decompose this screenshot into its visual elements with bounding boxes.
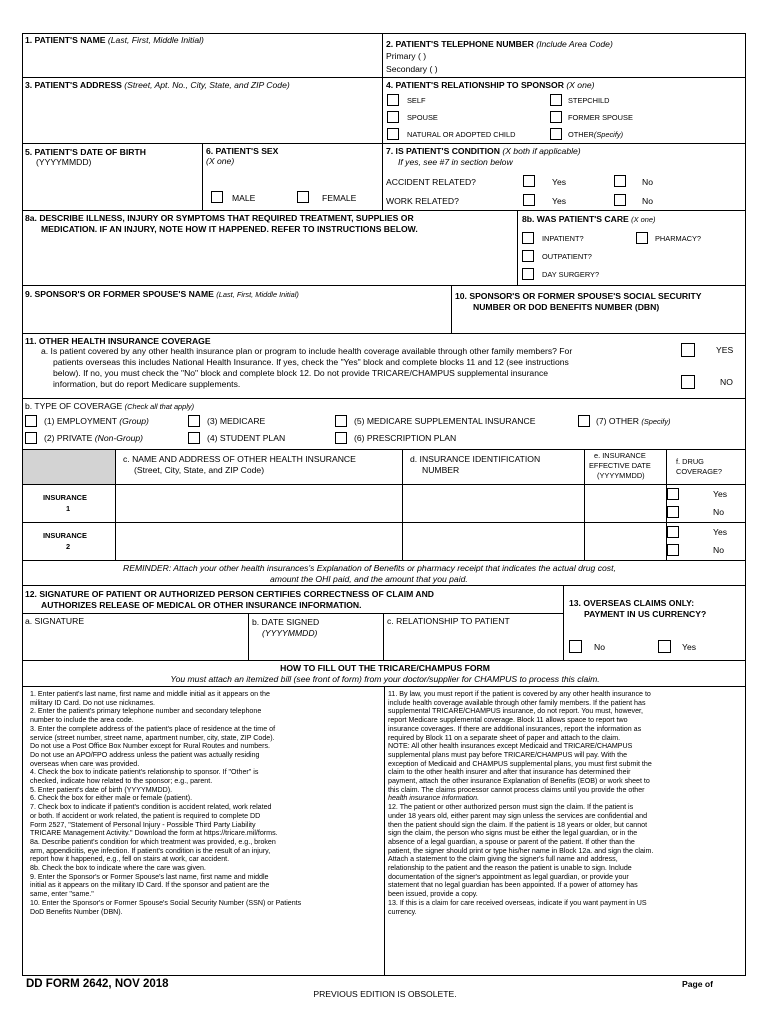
accident-yes-label: Yes bbox=[552, 177, 567, 187]
female-label: FEMALE bbox=[322, 193, 357, 203]
sponsor-ssn-label-line2: NUMBER OR DOD BENEFITS NUMBER (DBN) bbox=[473, 302, 660, 312]
instruction-line: patient, the signer should print or type his/her name in Block 12a. and sign the claim. bbox=[388, 846, 654, 855]
ohi-question-line4: information, but do report Medicare supplements. bbox=[53, 379, 241, 389]
instruction-line: Do not use an APO/FPO address unless the patient was actually residing bbox=[30, 750, 260, 759]
date-signed-hint: (YYYYMMDD) bbox=[262, 628, 318, 638]
instruction-line: 13. If this is a claim for care received overseas, indicate if you want payment in US bbox=[388, 898, 647, 907]
sponsor-name-label: 9. SPONSOR'S OR FORMER SPOUSE'S NAME (Last, First, Middle Initial) bbox=[25, 289, 299, 299]
rule bbox=[382, 77, 746, 78]
coverage-type-title: b. TYPE OF COVERAGE (Check all that apply) bbox=[25, 401, 195, 411]
rule bbox=[22, 285, 746, 286]
illness-label-line2: MEDICATION. IF AN INJURY, NOTE HOW IT HAPPENED. REFER TO INSTRUCTIONS BELOW. bbox=[41, 224, 418, 234]
rule bbox=[517, 210, 518, 285]
rule bbox=[22, 398, 746, 399]
patient-name-field[interactable] bbox=[24, 46, 380, 76]
dob-hint: (YYYYMMDD) bbox=[36, 157, 92, 167]
col-d-header-line2: NUMBER bbox=[422, 465, 460, 475]
ohi-question-line1: a. Is patient covered by any other health insurance plan or program to include health coverage available through other family members? For bbox=[41, 346, 573, 356]
employment-label: (1) EMPLOYMENT (Group) bbox=[44, 416, 149, 426]
rule bbox=[202, 143, 203, 210]
insurance-1-number: 1 bbox=[66, 504, 71, 513]
insurance-1-id-field[interactable] bbox=[404, 486, 582, 520]
instruction-line: health insurance information. bbox=[388, 794, 480, 803]
work-no-checkbox[interactable] bbox=[614, 194, 626, 206]
ohi-question-line3: below). If no, you must check the "No" block and complete block 12. Do not provide TRICARE/CHAMPUS supplemental insurance bbox=[53, 368, 549, 378]
instruction-line: relationship to the patient and the reason the patient is unable to sign. Include bbox=[388, 864, 632, 873]
relationship-patient-label: c. RELATIONSHIP TO PATIENT bbox=[387, 616, 510, 626]
spouse-label: SPOUSE bbox=[407, 113, 438, 122]
instruction-line: 10. Enter the Sponsor's or Former Spouse's Social Security Number (SSN) or Patients bbox=[30, 898, 302, 907]
rule bbox=[22, 484, 746, 485]
other-relationship-label: OTHER(Specify) bbox=[568, 130, 624, 139]
instruction-line: initial as it appears on the military ID Card. If the sponsor and patient are the bbox=[30, 881, 270, 890]
instruction-line: 11. By law, you must report if the patient is covered by any other health insurance to bbox=[388, 690, 651, 698]
signature-field[interactable] bbox=[24, 628, 246, 659]
instruction-line: Attach a statement to the claim giving the signer's full name and address, bbox=[388, 855, 618, 864]
rule bbox=[383, 613, 384, 660]
accident-no-checkbox[interactable] bbox=[614, 175, 626, 187]
male-checkbox[interactable] bbox=[211, 191, 223, 203]
instruction-line: 12. The patient or other authorized person must sign the claim. If the patient is bbox=[388, 803, 634, 812]
right-instructions bbox=[388, 690, 744, 916]
rule bbox=[248, 613, 249, 660]
reminder-line2: amount the OHI paid, and the amount that you paid. bbox=[270, 574, 468, 584]
patient-address-field[interactable] bbox=[24, 92, 380, 142]
employment-checkbox[interactable] bbox=[25, 415, 37, 427]
male-label: MALE bbox=[232, 193, 256, 203]
rule bbox=[115, 449, 116, 560]
insurance-2-drug-yes-label: Yes bbox=[713, 527, 728, 537]
other-coverage-label: (7) OTHER (Specify) bbox=[596, 416, 671, 426]
rule bbox=[22, 333, 746, 334]
instruction-line: sign the claim, the person who signs must be either the legal guardian, or in the bbox=[388, 829, 638, 838]
insurance-2-label: INSURANCE bbox=[43, 531, 87, 540]
instruction-line: number to include the area code. bbox=[30, 716, 134, 725]
rule bbox=[22, 613, 563, 614]
insurance-2-number: 2 bbox=[66, 542, 71, 551]
instruction-line: absence of a legal guardian, a spouse or parent of the patient. If other than the bbox=[388, 837, 635, 846]
instruction-line: 4. Check the box to indicate patient's relationship to sponsor. If "Other" is bbox=[30, 768, 259, 777]
instructions-subtitle: You must attach an itemized bill (see front of form) from your doctor/supplier for CHAMPUS to process this claim. bbox=[170, 674, 600, 684]
stepchild-checkbox[interactable] bbox=[550, 94, 562, 106]
dob-label: 5. PATIENT'S DATE OF BIRTH bbox=[25, 147, 146, 157]
instruction-line: exception of Medicaid and CHAMPUS supplemental plans, you must first submit the bbox=[388, 759, 652, 768]
medicare-supplemental-label: (5) MEDICARE SUPPLEMENTAL INSURANCE bbox=[354, 416, 536, 426]
ohi-no-checkbox[interactable] bbox=[681, 375, 695, 389]
instruction-line: currency. bbox=[388, 907, 417, 916]
self-label: SELF bbox=[407, 96, 426, 105]
ohi-no-label: NO bbox=[720, 377, 733, 387]
signature-label: a. SIGNATURE bbox=[25, 616, 85, 626]
patient-address-label: 3. PATIENT'S ADDRESS (Street, Apt. No., City, State, and ZIP Code) bbox=[25, 80, 290, 90]
spouse-checkbox[interactable] bbox=[387, 111, 399, 123]
accident-related-label: ACCIDENT RELATED? bbox=[386, 177, 476, 187]
rule bbox=[22, 143, 746, 144]
instruction-line: same, enter "same." bbox=[30, 890, 94, 899]
insurance-2-id-field[interactable] bbox=[404, 524, 582, 558]
patient-name-label: 1. PATIENT'S NAME (Last, First, Middle Initial) bbox=[25, 35, 204, 45]
col-e-header-line3: (YYYYMMDD) bbox=[597, 471, 645, 480]
instruction-line: 1. Enter patient's last name, first name and middle initial as it appears on the bbox=[30, 690, 270, 698]
date-signed-label: b. DATE SIGNED bbox=[252, 617, 320, 627]
prescription-plan-checkbox[interactable] bbox=[335, 432, 347, 444]
sponsor-ssn-label-line1: 10. SPONSOR'S OR FORMER SPOUSE'S SOCIAL SECURITY bbox=[455, 291, 702, 301]
rule bbox=[22, 660, 746, 661]
reminder-line1: REMINDER: Attach your other health insurances's Explanation of Benefits or pharmacy receipt that indicates the actual drug cost, bbox=[123, 563, 616, 573]
pharmacy-checkbox[interactable] bbox=[636, 232, 648, 244]
col-c-header-line2: (Street, City, State, and ZIP Code) bbox=[134, 465, 265, 475]
sex-hint: (X one) bbox=[206, 156, 235, 166]
insurance-2-drug-yes-checkbox[interactable] bbox=[667, 526, 679, 538]
stepchild-label: STEPCHILD bbox=[568, 96, 610, 105]
sponsor-name-field[interactable] bbox=[24, 301, 449, 332]
instruction-line: supplemental plans must pay before TRICARE/CHAMPUS will pay. With the bbox=[388, 750, 628, 759]
overseas-yes-label: Yes bbox=[682, 642, 697, 652]
previous-edition-notice: PREVIOUS EDITION IS OBSOLETE. bbox=[313, 989, 457, 999]
left-instructions bbox=[30, 690, 380, 916]
signature-certify-line1: 12. SIGNATURE OF PATIENT OR AUTHORIZED PERSON CERTIFIES CORRECTNESS OF CLAIM AND bbox=[25, 589, 435, 599]
instruction-line: Form 2527, "Statement of Personal Injury - Possible Third Party Liability bbox=[30, 820, 256, 829]
rule bbox=[22, 585, 746, 586]
rule bbox=[584, 449, 585, 560]
instruction-line: NOTE: All other health insurances except Medicaid and TRICARE/CHAMPUS bbox=[388, 742, 633, 751]
insurance-1-drug-no-label: No bbox=[713, 507, 724, 517]
private-label: (2) PRIVATE (Non-Group) bbox=[44, 433, 144, 443]
rule bbox=[382, 33, 383, 210]
outpatient-checkbox[interactable] bbox=[522, 250, 534, 262]
ohi-yes-label: YES bbox=[716, 345, 734, 355]
self-checkbox[interactable] bbox=[387, 94, 399, 106]
accident-yes-checkbox[interactable] bbox=[523, 175, 535, 187]
rule bbox=[563, 585, 564, 660]
instructions-title: HOW TO FILL OUT THE TRICARE/CHAMPUS FORM bbox=[280, 663, 490, 673]
patient-telephone-label: 2. PATIENT'S TELEPHONE NUMBER (Include Area Code) bbox=[386, 39, 613, 49]
rule bbox=[384, 686, 385, 976]
instruction-line: supplemental TRICARE/CHAMPUS insurance, do not report. You must, however, bbox=[388, 707, 643, 716]
insurance-2-drug-no-label: No bbox=[713, 545, 724, 555]
female-checkbox[interactable] bbox=[297, 191, 309, 203]
instruction-line: or both. If accident or work related, the patient is required to complete DD bbox=[30, 811, 261, 820]
other-relationship-checkbox[interactable] bbox=[550, 128, 562, 140]
instruction-line: been issued, provide a copy. bbox=[388, 890, 478, 899]
insurance-2-drug-no-checkbox[interactable] bbox=[667, 544, 679, 556]
instruction-line: payment, attach the other insurance Explanation of Benefits (EOB) or work sheet to bbox=[388, 777, 650, 786]
care-label: 8b. WAS PATIENT'S CARE (X one) bbox=[522, 214, 656, 224]
insurance-2-name-field[interactable] bbox=[117, 524, 400, 558]
relationship-label: 4. PATIENT'S RELATIONSHIP TO SPONSOR (X one) bbox=[386, 80, 595, 90]
illness-label-line1: 8a. DESCRIBE ILLNESS, INJURY OR SYMPTOMS THAT REQUIRED TREATMENT, SUPPLIES OR bbox=[25, 213, 414, 223]
instruction-line: 5. Enter patient's date of birth (YYYYMMDD). bbox=[30, 785, 173, 794]
overseas-yes-checkbox[interactable] bbox=[658, 640, 671, 653]
sponsor-ssn-field[interactable] bbox=[453, 314, 744, 332]
instruction-line: 7. Check box to indicate if patient's condition is accident related, work related bbox=[30, 803, 272, 812]
work-related-label: WORK RELATED? bbox=[386, 196, 459, 206]
instruction-line: 9. Enter the Sponsor's or Former Spouse's last name, first name and middle bbox=[30, 872, 269, 881]
instruction-line: then the patient should sign the claim. If the patient is 18 years or older, but cannot bbox=[388, 820, 648, 829]
insurance-1-drug-yes-label: Yes bbox=[713, 489, 728, 499]
instruction-line: 8a. Describe patient's condition for which treatment was provided, e.g., broken bbox=[30, 837, 276, 846]
rule bbox=[22, 210, 746, 211]
col-c-header-line1: c. NAME AND ADDRESS OF OTHER HEALTH INSURANCE bbox=[123, 454, 356, 464]
instruction-line: TRICARE Management Activity." Download the form at https://tricare.mil/forms. bbox=[30, 829, 278, 838]
former-spouse-checkbox[interactable] bbox=[550, 111, 562, 123]
instruction-line: 2. Enter the patient's primary telephone number and secondary telephone bbox=[30, 707, 262, 716]
rule bbox=[22, 522, 746, 523]
insurance-1-label: INSURANCE bbox=[43, 493, 87, 502]
signature-certify-line2: AUTHORIZES RELEASE OF MEDICAL OR OTHER INSURANCE INFORMATION. bbox=[41, 600, 362, 610]
insurance-1-name-field[interactable] bbox=[117, 486, 400, 520]
col-e-header-line1: e. INSURANCE bbox=[594, 451, 646, 460]
day-surgery-checkbox[interactable] bbox=[522, 268, 534, 280]
work-yes-checkbox[interactable] bbox=[523, 194, 535, 206]
rule bbox=[22, 560, 746, 561]
instruction-line: required by Block 11 on a separate sheet of paper and attach to the claim. bbox=[388, 733, 621, 742]
instruction-line: insurance coverages. If there are additional insurances, report the information as bbox=[388, 724, 642, 733]
overseas-label-line2: PAYMENT IN US CURRENCY? bbox=[584, 609, 707, 619]
date-signed-field[interactable] bbox=[250, 640, 381, 659]
insurance-1-drug-yes-checkbox[interactable] bbox=[667, 488, 679, 500]
natural-child-label: NATURAL OR ADOPTED CHILD bbox=[407, 130, 516, 139]
outpatient-label: OUTPATIENT? bbox=[542, 252, 592, 261]
condition-sub: If yes, see #7 in section below bbox=[398, 157, 513, 167]
dob-field[interactable] bbox=[24, 170, 200, 208]
former-spouse-label: FORMER SPOUSE bbox=[568, 113, 633, 122]
col-f-header-line1: f. DRUG bbox=[676, 457, 704, 466]
instruction-line: military ID Card. Do not use nicknames. bbox=[30, 698, 155, 707]
secondary-phone-field[interactable]: Secondary ( ) bbox=[386, 64, 438, 74]
inpatient-checkbox[interactable] bbox=[522, 232, 534, 244]
rule bbox=[402, 449, 403, 560]
medicare-supplemental-checkbox[interactable] bbox=[335, 415, 347, 427]
instruction-line: 3. Enter the complete address of the patient's place of residence at the time of bbox=[30, 724, 276, 733]
pharmacy-label: PHARMACY? bbox=[655, 234, 701, 243]
col-d-header-line1: d. INSURANCE IDENTIFICATION bbox=[410, 454, 541, 464]
insurance-1-date-field[interactable] bbox=[586, 486, 664, 520]
form-number: DD FORM 2642, NOV 2018 bbox=[26, 978, 169, 990]
relationship-patient-field[interactable] bbox=[385, 628, 561, 659]
inpatient-label: INPATIENT? bbox=[542, 234, 584, 243]
instruction-line: 6. Check the box for either male or female (patient). bbox=[30, 794, 193, 803]
day-surgery-label: DAY SURGERY? bbox=[542, 270, 600, 279]
shaded-cell bbox=[23, 450, 115, 484]
rule bbox=[451, 285, 452, 333]
illness-description-field[interactable] bbox=[24, 236, 515, 284]
instruction-line: Do not use a Post Office Box Number except for Rural Routes and numbers. bbox=[30, 742, 270, 751]
insurance-1-drug-no-checkbox[interactable] bbox=[667, 506, 679, 518]
instruction-line: service (street number, street name, apartment number, city, state, ZIP Code). bbox=[30, 733, 275, 742]
primary-phone-field[interactable]: Primary ( ) bbox=[386, 51, 427, 61]
other-coverage-checkbox[interactable] bbox=[578, 415, 590, 427]
ohi-yes-checkbox[interactable] bbox=[681, 343, 695, 357]
work-yes-label: Yes bbox=[552, 196, 567, 206]
medicare-checkbox[interactable] bbox=[188, 415, 200, 427]
instruction-line: report how it happened, e.g., fell on stairs at work, car accident. bbox=[30, 855, 230, 864]
accident-no-label: No bbox=[642, 177, 653, 187]
rule bbox=[22, 449, 746, 450]
overseas-no-label: No bbox=[594, 642, 605, 652]
instruction-line: overseas when care was provided. bbox=[30, 759, 140, 768]
insurance-2-date-field[interactable] bbox=[586, 524, 664, 558]
overseas-no-checkbox[interactable] bbox=[569, 640, 582, 653]
instruction-line: checked, indicate how related to the sponsor; e.g., parent. bbox=[30, 777, 213, 786]
ohi-question-line2: patients overseas this includes National Health Insurance. If yes, check the "Yes" block and complete blocks 11 and 12 (see instructions bbox=[53, 357, 569, 367]
ohi-title: 11. OTHER HEALTH INSURANCE COVERAGE bbox=[25, 336, 211, 346]
page-of: Page of bbox=[682, 979, 714, 989]
student-plan-label: (4) STUDENT PLAN bbox=[207, 433, 286, 443]
instruction-line: arm, appendicitis, eye infection. If patient's condition is the result of an injury, bbox=[30, 846, 271, 855]
instruction-line: this claim. The claims processor cannot process claims until you provide the other bbox=[388, 785, 645, 794]
instruction-line: 8b. Check the box to indicate where the care was given. bbox=[30, 864, 206, 873]
rule bbox=[22, 77, 382, 78]
prescription-plan-label: (6) PRESCRIPTION PLAN bbox=[354, 433, 457, 443]
work-no-label: No bbox=[642, 196, 653, 206]
medicare-label: (3) MEDICARE bbox=[207, 416, 266, 426]
condition-label: 7. IS PATIENT'S CONDITION (X both if applicable) bbox=[386, 146, 581, 156]
instruction-line: report Medicare supplemental coverage. Block 11 allows space to report two bbox=[388, 716, 628, 725]
instruction-line: under 18 years old, either parent may sign unless the services are confidential and bbox=[388, 811, 648, 820]
student-plan-checkbox[interactable] bbox=[188, 432, 200, 444]
col-e-header-line2: EFFECTIVE DATE bbox=[589, 461, 651, 470]
sex-label: 6. PATIENT'S SEX bbox=[206, 146, 279, 156]
instruction-line: include health coverage available through other family members. If the patient has bbox=[388, 698, 646, 707]
instruction-line: claim to the other health insurer and after that insurance has determined their bbox=[388, 768, 631, 777]
private-checkbox[interactable] bbox=[25, 432, 37, 444]
instruction-line: DoD Benefits Number (DBN). bbox=[30, 907, 123, 916]
overseas-label-line1: 13. OVERSEAS CLAIMS ONLY: bbox=[569, 598, 695, 608]
col-f-header-line2: COVERAGE? bbox=[676, 467, 723, 476]
natural-child-checkbox[interactable] bbox=[387, 128, 399, 140]
instruction-line: statement that no legal guardian has been appointed. If a power of attorney has bbox=[388, 881, 638, 890]
instruction-line: documentation of the signer's appointment as legal guardian, or provide your bbox=[388, 872, 629, 881]
